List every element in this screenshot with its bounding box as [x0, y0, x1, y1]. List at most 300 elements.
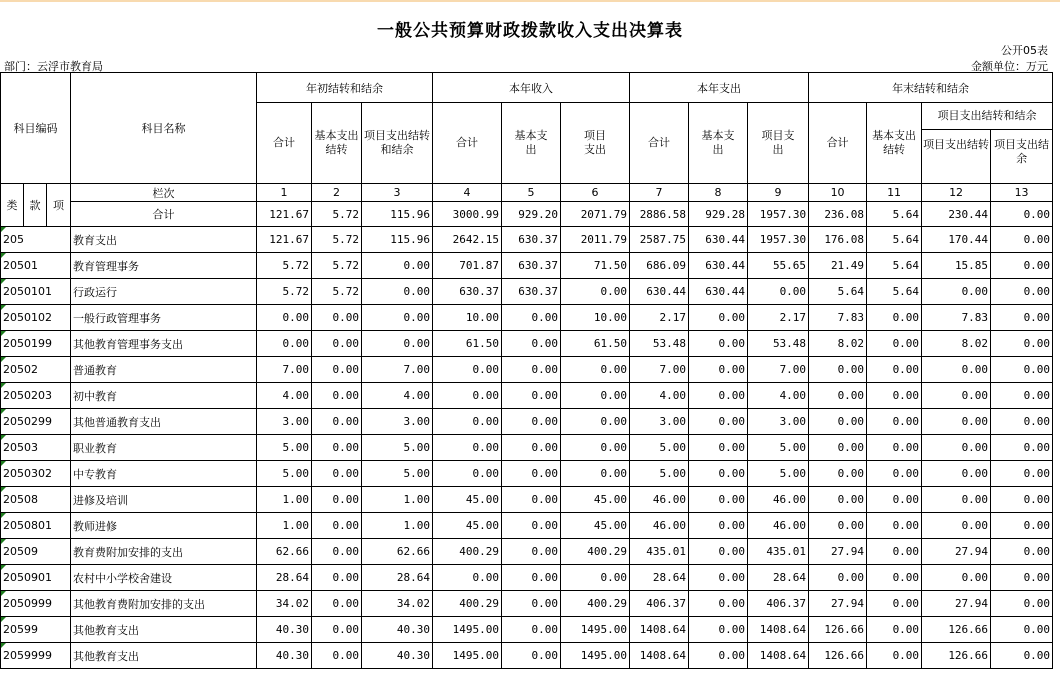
row-value[interactable]: 0.00 — [433, 357, 502, 383]
row-value[interactable]: 0.00 — [922, 461, 991, 487]
row-value[interactable]: 3.00 — [257, 409, 312, 435]
table-row[interactable] — [1, 539, 1053, 565]
row-value[interactable]: 0.00 — [502, 591, 561, 617]
row-value[interactable]: 126.66 — [809, 643, 867, 669]
row-value[interactable]: 5.72 — [312, 227, 362, 253]
row-value[interactable]: 61.50 — [433, 331, 502, 357]
row-value[interactable]: 62.66 — [362, 539, 433, 565]
row-value[interactable]: 630.37 — [433, 279, 502, 305]
table-row[interactable] — [1, 253, 1053, 279]
row-value[interactable]: 3.00 — [630, 409, 689, 435]
row-value[interactable]: 4.00 — [257, 383, 312, 409]
header-income-project: 项目支出 — [561, 103, 630, 184]
row-value[interactable]: 0.00 — [502, 539, 561, 565]
row-value[interactable]: 0.00 — [362, 279, 433, 305]
col-num: 10 — [809, 184, 867, 202]
row-value[interactable]: 1408.64 — [748, 617, 809, 643]
row-value[interactable]: 40.30 — [257, 617, 312, 643]
row-value[interactable]: 701.87 — [433, 253, 502, 279]
row-code[interactable]: 2050801 — [1, 513, 71, 539]
row-value[interactable]: 5.00 — [748, 461, 809, 487]
row-value[interactable]: 3.00 — [362, 409, 433, 435]
row-value[interactable]: 5.00 — [630, 461, 689, 487]
row-value[interactable]: 7.00 — [362, 357, 433, 383]
row-value[interactable]: 126.66 — [809, 617, 867, 643]
row-value[interactable]: 0.00 — [867, 591, 922, 617]
row-value[interactable]: 0.00 — [922, 487, 991, 513]
row-value[interactable]: 1957.30 — [748, 227, 809, 253]
row-value[interactable]: 0.00 — [867, 357, 922, 383]
header-group-begin: 年初结转和结余 — [257, 73, 433, 103]
row-value[interactable]: 0.00 — [991, 565, 1053, 591]
row-code[interactable]: 20509 — [1, 539, 71, 565]
row-value[interactable]: 0.00 — [922, 357, 991, 383]
row-value[interactable]: 4.00 — [362, 383, 433, 409]
row-value[interactable]: 0.00 — [991, 331, 1053, 357]
row-value[interactable]: 0.00 — [561, 279, 630, 305]
row-value[interactable]: 0.00 — [689, 539, 748, 565]
row-value[interactable]: 0.00 — [433, 435, 502, 461]
row-value[interactable]: 0.00 — [867, 409, 922, 435]
row-value[interactable]: 40.30 — [257, 643, 312, 669]
table-row[interactable] — [1, 331, 1053, 357]
row-value[interactable]: 0.00 — [689, 435, 748, 461]
row-value[interactable]: 7.00 — [257, 357, 312, 383]
row-value[interactable]: 170.44 — [922, 227, 991, 253]
row-name[interactable]: 教育支出 — [71, 227, 257, 253]
row-value[interactable]: 0.00 — [867, 617, 922, 643]
row-value[interactable]: 7.83 — [809, 305, 867, 331]
row-value[interactable]: 0.00 — [561, 357, 630, 383]
row-value[interactable]: 0.00 — [362, 253, 433, 279]
row-value[interactable]: 5.64 — [867, 227, 922, 253]
table-row[interactable] — [1, 565, 1053, 591]
row-value[interactable]: 45.00 — [433, 513, 502, 539]
row-value[interactable]: 2642.15 — [433, 227, 502, 253]
row-code[interactable]: 20508 — [1, 487, 71, 513]
row-value[interactable]: 0.00 — [689, 643, 748, 669]
row-value[interactable]: 2587.75 — [630, 227, 689, 253]
row-value[interactable]: 5.64 — [867, 253, 922, 279]
row-value[interactable]: 0.00 — [502, 383, 561, 409]
row-value[interactable]: 0.00 — [502, 357, 561, 383]
row-value[interactable]: 0.00 — [433, 461, 502, 487]
row-value[interactable]: 1495.00 — [433, 617, 502, 643]
table-row[interactable] — [1, 461, 1053, 487]
row-value[interactable]: 53.48 — [748, 331, 809, 357]
row-value[interactable]: 0.00 — [922, 409, 991, 435]
header-end-proj-balance: 项目支出结余 — [994, 138, 1050, 165]
row-value[interactable]: 2.17 — [630, 305, 689, 331]
row-value[interactable]: 0.00 — [257, 305, 312, 331]
row-value[interactable]: 45.00 — [561, 487, 630, 513]
row-value[interactable]: 115.96 — [362, 227, 433, 253]
row-value[interactable]: 0.00 — [689, 591, 748, 617]
row-value[interactable]: 3.00 — [748, 409, 809, 435]
row-value[interactable]: 0.00 — [561, 435, 630, 461]
row-value[interactable]: 0.00 — [689, 461, 748, 487]
row-name[interactable]: 初中教育 — [71, 383, 257, 409]
row-value[interactable]: 5.72 — [312, 279, 362, 305]
table-row[interactable] — [1, 409, 1053, 435]
row-value[interactable]: 0.00 — [867, 383, 922, 409]
row-value[interactable]: 630.44 — [630, 279, 689, 305]
col-num: 1 — [257, 184, 312, 202]
row-value[interactable]: 1495.00 — [561, 617, 630, 643]
row-value[interactable]: 0.00 — [809, 461, 867, 487]
row-name[interactable]: 进修及培训 — [71, 487, 257, 513]
row-value[interactable]: 5.72 — [312, 253, 362, 279]
row-value[interactable]: 0.00 — [502, 617, 561, 643]
table-row[interactable] — [1, 305, 1053, 331]
row-value[interactable]: 0.00 — [312, 461, 362, 487]
row-value[interactable]: 0.00 — [991, 461, 1053, 487]
row-value[interactable]: 5.00 — [748, 435, 809, 461]
row-value[interactable]: 10.00 — [433, 305, 502, 331]
row-value[interactable]: 686.09 — [630, 253, 689, 279]
row-value[interactable]: 0.00 — [689, 383, 748, 409]
row-value[interactable]: 630.44 — [689, 279, 748, 305]
row-value[interactable]: 0.00 — [689, 513, 748, 539]
table-row[interactable] — [1, 279, 1053, 305]
row-value[interactable]: 0.00 — [922, 279, 991, 305]
row-value[interactable]: 0.00 — [867, 461, 922, 487]
row-value[interactable]: 630.44 — [689, 253, 748, 279]
row-value[interactable]: 400.29 — [433, 539, 502, 565]
row-value[interactable]: 0.00 — [809, 435, 867, 461]
col-num: 6 — [561, 184, 630, 202]
row-value[interactable]: 0.00 — [502, 331, 561, 357]
row-value[interactable]: 0.00 — [502, 513, 561, 539]
header-subject-name: 科目名称 — [71, 73, 257, 184]
row-value[interactable]: 0.00 — [991, 227, 1053, 253]
row-value[interactable]: 435.01 — [630, 539, 689, 565]
table-row[interactable] — [1, 357, 1053, 383]
row-value[interactable]: 0.00 — [991, 435, 1053, 461]
header-kuan: 款 — [24, 184, 47, 227]
row-name[interactable]: 其他教育管理事务支出 — [71, 331, 257, 357]
row-value[interactable]: 5.64 — [809, 279, 867, 305]
row-value[interactable]: 0.00 — [991, 409, 1053, 435]
row-value[interactable]: 5.72 — [257, 279, 312, 305]
row-code[interactable]: 20501 — [1, 253, 71, 279]
row-value[interactable]: 0.00 — [809, 383, 867, 409]
row-value[interactable]: 27.94 — [922, 539, 991, 565]
row-value[interactable]: 0.00 — [689, 487, 748, 513]
row-value[interactable]: 40.30 — [362, 617, 433, 643]
row-value[interactable]: 0.00 — [362, 305, 433, 331]
total-value: 230.44 — [922, 202, 991, 227]
row-value[interactable]: 0.00 — [502, 487, 561, 513]
row-value[interactable]: 1408.64 — [748, 643, 809, 669]
row-code[interactable]: 205 — [1, 227, 71, 253]
table-row[interactable] — [1, 227, 1053, 253]
row-code[interactable]: 2050203 — [1, 383, 71, 409]
row-code[interactable]: 2050102 — [1, 305, 71, 331]
row-value[interactable]: 0.00 — [867, 539, 922, 565]
row-value[interactable]: 1.00 — [257, 487, 312, 513]
row-value[interactable]: 0.00 — [502, 565, 561, 591]
row-value[interactable]: 28.64 — [257, 565, 312, 591]
total-value: 121.67 — [257, 202, 312, 227]
table-row[interactable] — [1, 591, 1053, 617]
row-value[interactable]: 40.30 — [362, 643, 433, 669]
row-name[interactable]: 农村中小学校舍建设 — [71, 565, 257, 591]
row-value[interactable]: 0.00 — [689, 409, 748, 435]
row-value[interactable]: 0.00 — [312, 331, 362, 357]
row-value[interactable]: 406.37 — [630, 591, 689, 617]
row-value[interactable]: 400.29 — [561, 539, 630, 565]
row-value[interactable]: 400.29 — [561, 591, 630, 617]
row-value[interactable]: 0.00 — [689, 617, 748, 643]
row-value[interactable]: 0.00 — [809, 409, 867, 435]
row-value[interactable]: 4.00 — [630, 383, 689, 409]
row-value[interactable]: 0.00 — [312, 435, 362, 461]
row-value[interactable]: 1495.00 — [561, 643, 630, 669]
row-value[interactable]: 0.00 — [433, 565, 502, 591]
row-code[interactable]: 20503 — [1, 435, 71, 461]
row-value[interactable]: 1408.64 — [630, 643, 689, 669]
row-code[interactable]: 2050999 — [1, 591, 71, 617]
row-value[interactable]: 0.00 — [689, 357, 748, 383]
row-name[interactable]: 其他普通教育支出 — [71, 409, 257, 435]
row-value[interactable]: 0.00 — [867, 435, 922, 461]
header-end-project-sub: 项目支出结转和结余 — [922, 103, 1052, 130]
table-row[interactable] — [1, 435, 1053, 461]
row-value[interactable]: 5.00 — [257, 461, 312, 487]
row-value[interactable]: 28.64 — [362, 565, 433, 591]
row-value[interactable]: 0.00 — [809, 513, 867, 539]
row-value[interactable]: 55.65 — [748, 253, 809, 279]
row-value[interactable]: 0.00 — [502, 461, 561, 487]
row-value[interactable]: 7.00 — [630, 357, 689, 383]
row-value[interactable]: 0.00 — [433, 383, 502, 409]
row-name[interactable]: 一般行政管理事务 — [71, 305, 257, 331]
budget-table — [0, 72, 1053, 669]
row-value[interactable]: 630.37 — [502, 279, 561, 305]
row-value[interactable]: 0.00 — [809, 565, 867, 591]
form-code: 公开05表 — [1001, 44, 1048, 57]
header-begin-basic-carry: 基本支出结转 — [312, 103, 362, 184]
row-value[interactable]: 0.00 — [312, 357, 362, 383]
row-value[interactable]: 0.00 — [991, 305, 1053, 331]
row-value[interactable]: 0.00 — [922, 383, 991, 409]
row-value[interactable]: 8.02 — [922, 331, 991, 357]
row-value[interactable]: 0.00 — [867, 643, 922, 669]
table-row[interactable] — [1, 487, 1053, 513]
row-value[interactable]: 2011.79 — [561, 227, 630, 253]
col-num: 12 — [922, 184, 991, 202]
row-name[interactable]: 其他教育费附加安排的支出 — [71, 591, 257, 617]
total-value: 929.20 — [502, 202, 561, 227]
header-group-income: 本年收入 — [433, 73, 630, 103]
row-value[interactable]: 34.02 — [362, 591, 433, 617]
row-value[interactable]: 0.00 — [312, 591, 362, 617]
row-value[interactable]: 0.00 — [257, 331, 312, 357]
row-value[interactable]: 34.02 — [257, 591, 312, 617]
total-value: 0.00 — [991, 202, 1053, 227]
row-code[interactable]: 2050299 — [1, 409, 71, 435]
table-row[interactable] — [1, 513, 1053, 539]
header-begin-total: 合计 — [257, 103, 312, 184]
row-value[interactable]: 126.66 — [922, 617, 991, 643]
row-value[interactable]: 0.00 — [991, 539, 1053, 565]
row-value[interactable]: 0.00 — [312, 409, 362, 435]
row-name[interactable]: 其他教育支出 — [71, 643, 257, 669]
row-value[interactable]: 1408.64 — [630, 617, 689, 643]
row-value[interactable]: 0.00 — [867, 565, 922, 591]
row-value[interactable]: 0.00 — [867, 487, 922, 513]
row-value[interactable]: 62.66 — [257, 539, 312, 565]
row-value[interactable]: 0.00 — [312, 617, 362, 643]
row-value[interactable]: 0.00 — [991, 617, 1053, 643]
row-value[interactable]: 0.00 — [922, 435, 991, 461]
row-value[interactable]: 27.94 — [809, 591, 867, 617]
row-value[interactable]: 0.00 — [502, 305, 561, 331]
col-num: 3 — [362, 184, 433, 202]
row-value[interactable]: 0.00 — [867, 331, 922, 357]
header-begin-project-carry: 项目支出结转和结余 — [362, 103, 433, 184]
row-value[interactable]: 0.00 — [312, 539, 362, 565]
row-name[interactable]: 普通教育 — [71, 357, 257, 383]
row-code[interactable]: 20502 — [1, 357, 71, 383]
total-value: 1957.30 — [748, 202, 809, 227]
row-value[interactable]: 46.00 — [748, 513, 809, 539]
row-value[interactable]: 630.37 — [502, 253, 561, 279]
row-value[interactable]: 0.00 — [991, 643, 1053, 669]
row-value[interactable]: 5.64 — [867, 279, 922, 305]
row-value[interactable]: 0.00 — [809, 357, 867, 383]
row-value[interactable]: 0.00 — [561, 383, 630, 409]
header-expense-basic: 基本支出 — [689, 103, 748, 184]
row-value[interactable]: 5.00 — [257, 435, 312, 461]
row-name[interactable]: 行政运行 — [71, 279, 257, 305]
row-value[interactable]: 46.00 — [748, 487, 809, 513]
row-value[interactable]: 1.00 — [257, 513, 312, 539]
row-name[interactable]: 中专教育 — [71, 461, 257, 487]
row-value[interactable]: 8.02 — [809, 331, 867, 357]
row-value[interactable]: 435.01 — [748, 539, 809, 565]
row-value[interactable]: 27.94 — [809, 539, 867, 565]
row-value[interactable]: 46.00 — [630, 513, 689, 539]
row-value[interactable]: 7.00 — [748, 357, 809, 383]
row-value[interactable]: 0.00 — [867, 513, 922, 539]
row-value[interactable]: 1.00 — [362, 513, 433, 539]
col-num: 7 — [630, 184, 689, 202]
row-value[interactable]: 0.00 — [991, 487, 1053, 513]
row-value[interactable]: 53.48 — [630, 331, 689, 357]
row-value[interactable]: 0.00 — [809, 487, 867, 513]
row-value[interactable]: 0.00 — [312, 565, 362, 591]
row-value[interactable]: 0.00 — [991, 591, 1053, 617]
row-name[interactable]: 教师进修 — [71, 513, 257, 539]
row-value[interactable]: 5.00 — [630, 435, 689, 461]
row-value[interactable]: 0.00 — [748, 279, 809, 305]
row-value[interactable]: 0.00 — [689, 305, 748, 331]
row-value[interactable]: 0.00 — [991, 253, 1053, 279]
row-value[interactable]: 0.00 — [502, 409, 561, 435]
row-value[interactable]: 0.00 — [362, 331, 433, 357]
row-value[interactable]: 0.00 — [561, 565, 630, 591]
row-value[interactable]: 28.64 — [748, 565, 809, 591]
row-value[interactable]: 0.00 — [991, 279, 1053, 305]
row-value[interactable]: 0.00 — [561, 409, 630, 435]
row-value[interactable]: 0.00 — [312, 305, 362, 331]
row-value[interactable]: 4.00 — [748, 383, 809, 409]
row-value[interactable]: 5.00 — [362, 461, 433, 487]
col-num: 5 — [502, 184, 561, 202]
row-value[interactable]: 176.08 — [809, 227, 867, 253]
row-value[interactable]: 0.00 — [312, 513, 362, 539]
row-name[interactable]: 职业教育 — [71, 435, 257, 461]
row-value[interactable]: 0.00 — [991, 513, 1053, 539]
row-value[interactable]: 0.00 — [433, 409, 502, 435]
row-value[interactable]: 27.94 — [922, 591, 991, 617]
row-name[interactable]: 其他教育支出 — [71, 617, 257, 643]
row-value[interactable]: 71.50 — [561, 253, 630, 279]
row-value[interactable]: 400.29 — [433, 591, 502, 617]
header-row-no: 栏次 — [71, 184, 257, 202]
row-value[interactable]: 5.00 — [362, 435, 433, 461]
row-value[interactable]: 0.00 — [867, 305, 922, 331]
row-value[interactable]: 0.00 — [922, 565, 991, 591]
row-value[interactable]: 0.00 — [991, 357, 1053, 383]
row-value[interactable]: 406.37 — [748, 591, 809, 617]
row-code[interactable]: 2050901 — [1, 565, 71, 591]
row-value[interactable]: 10.00 — [561, 305, 630, 331]
row-value[interactable]: 630.37 — [502, 227, 561, 253]
row-value[interactable]: 45.00 — [561, 513, 630, 539]
table-body — [1, 227, 1053, 669]
table-row[interactable] — [1, 617, 1053, 643]
row-value[interactable]: 61.50 — [561, 331, 630, 357]
row-name[interactable]: 教育管理事务 — [71, 253, 257, 279]
row-value[interactable]: 0.00 — [991, 383, 1053, 409]
row-value[interactable]: 0.00 — [312, 383, 362, 409]
row-value[interactable]: 630.44 — [689, 227, 748, 253]
row-value[interactable]: 46.00 — [630, 487, 689, 513]
row-value[interactable]: 0.00 — [502, 435, 561, 461]
table-row[interactable] — [1, 383, 1053, 409]
row-value[interactable]: 126.66 — [922, 643, 991, 669]
row-value[interactable]: 5.72 — [257, 253, 312, 279]
header-end-proj-carryover: 项目支出结转 — [922, 130, 991, 183]
row-value[interactable]: 0.00 — [312, 643, 362, 669]
row-value[interactable]: 0.00 — [502, 643, 561, 669]
row-value[interactable]: 1495.00 — [433, 643, 502, 669]
row-code[interactable]: 2050101 — [1, 279, 71, 305]
row-code[interactable]: 2050199 — [1, 331, 71, 357]
row-value[interactable]: 7.83 — [922, 305, 991, 331]
table-row[interactable] — [1, 643, 1053, 669]
row-value[interactable]: 2.17 — [748, 305, 809, 331]
row-value[interactable]: 28.64 — [630, 565, 689, 591]
row-code[interactable]: 20599 — [1, 617, 71, 643]
row-value[interactable]: 1.00 — [362, 487, 433, 513]
row-value[interactable]: 0.00 — [922, 513, 991, 539]
row-value[interactable]: 0.00 — [689, 331, 748, 357]
row-value[interactable]: 121.67 — [257, 227, 312, 253]
row-value[interactable]: 21.49 — [809, 253, 867, 279]
row-code[interactable]: 2059999 — [1, 643, 71, 669]
row-value[interactable]: 15.85 — [922, 253, 991, 279]
row-value[interactable]: 45.00 — [433, 487, 502, 513]
row-value[interactable]: 0.00 — [561, 461, 630, 487]
row-value[interactable]: 0.00 — [312, 487, 362, 513]
row-code[interactable]: 2050302 — [1, 461, 71, 487]
row-name[interactable]: 教育费附加安排的支出 — [71, 539, 257, 565]
row-value[interactable]: 0.00 — [689, 565, 748, 591]
